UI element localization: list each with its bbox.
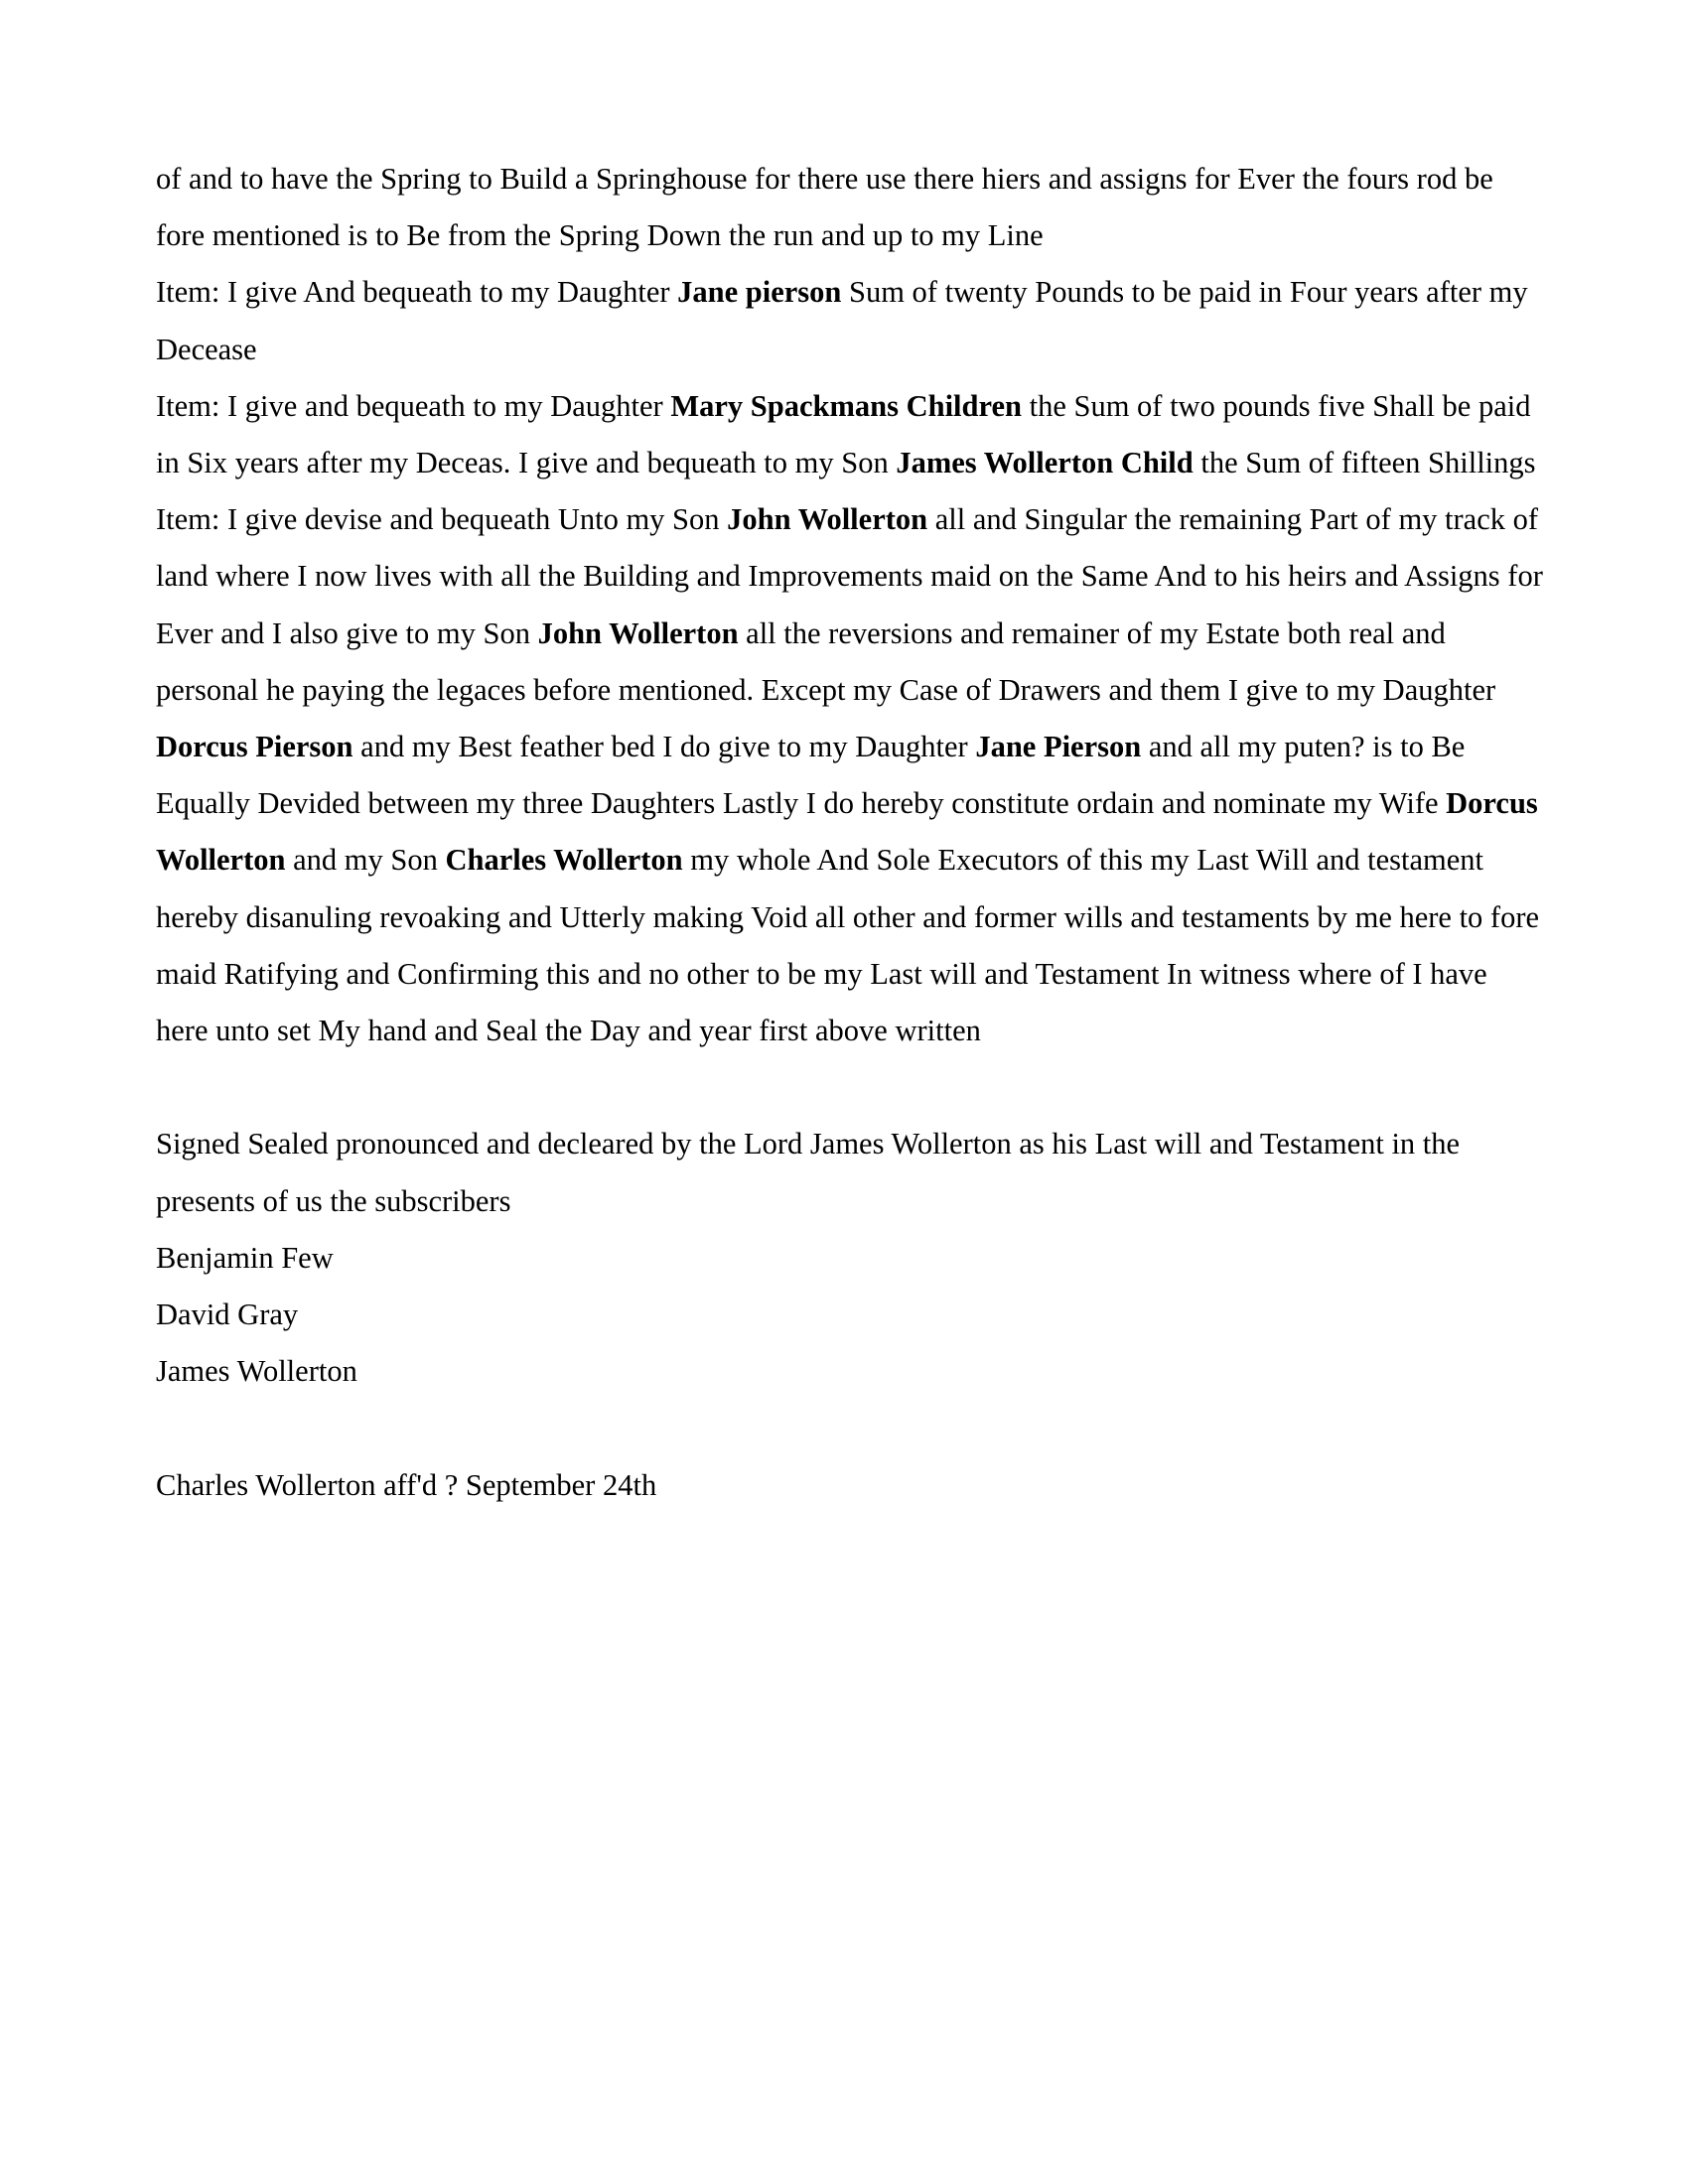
signatory-2: David Gray: [156, 1297, 299, 1332]
blank-line: [156, 1400, 1546, 1456]
text-run: Sum of twenty Pounds to be paid in Four years after my Decease: [156, 275, 1528, 366]
bold-name: Dorcus Wollerton: [156, 786, 1538, 878]
document-text: [156, 151, 1546, 1514]
attestation-clause: Signed Sealed pronounced and decleared by the Lord James Wollerton as his Last will and Testament in the presents of us the subscribers: [156, 1127, 1461, 1218]
blank-line: [156, 1059, 1546, 1116]
text-run: of and to have the Spring to Build a Springhouse for there use there hiers and assigns for Ever the fours rod be fore mentioned is to Be from the Spring Down the run and up to my Line: [156, 162, 1493, 253]
signatory-3: James Wollerton: [156, 1354, 357, 1389]
text-run: and all my puten? is to Be Equally Devided between my three Daughters Lastly I do hereby constitute ordain and nominate my Wife: [156, 730, 1466, 821]
text-run: all and Singular the remaining Part of my track of land where I now lives with all the Building and Improvements maid on the Same And to his heirs and Assigns for Ever and I also give to my Son: [156, 502, 1543, 650]
bold-name: Jane Pierson: [975, 730, 1142, 764]
text-run: the Sum of two pounds five Shall be paid in Six years after my Deceas. I give and bequeath to my Son: [156, 388, 1531, 480]
will-paragraphs: [156, 151, 1546, 1059]
will-paragraph: [156, 491, 1546, 1059]
bold-name: Charles Wollerton: [445, 843, 683, 878]
text-run: all the reversions and remainer of my Estate both real and personal he paying the legaces before mentioned. Except my Case of Drawers and them I give to my Daughter: [156, 615, 1496, 707]
will-paragraph: [156, 264, 1546, 377]
text-run: Item: I give And bequeath to my Daughter: [156, 275, 678, 310]
bold-name: John Wollerton: [537, 615, 739, 650]
text-run: my whole And Sole Executors of this my Last Will and testament hereby disanuling revoaking and Utterly making Void all other and former wills and testaments by me here to fore maid Ratifying and Confirming this and no other to be my Last will and Testament In witness where of I have here unto set My hand and Seal the Day and year first above written: [156, 843, 1540, 1048]
will-paragraph: [156, 378, 1546, 491]
text-run: the Sum of fifteen Shillings: [1193, 446, 1536, 480]
bold-name: Jane pierson: [677, 275, 842, 310]
text-run: and my Best feather bed I do give to my Daughter: [352, 730, 976, 764]
will-paragraph: [156, 151, 1546, 264]
text-run: Item: I give and bequeath to my Daughter: [156, 388, 671, 423]
text-run: Item: I give devise and bequeath Unto my Son: [156, 502, 728, 537]
bold-name: Dorcus Pierson: [156, 730, 353, 764]
bold-name: James Wollerton Child: [896, 446, 1194, 480]
bold-name: John Wollerton: [727, 502, 928, 537]
affirmation-note: Charles Wollerton aff'd ? September 24th: [156, 1467, 657, 1502]
text-run: and my Son: [285, 843, 446, 878]
bold-name: Mary Spackmans Children: [670, 388, 1022, 423]
signatory-1: Benjamin Few: [156, 1240, 334, 1275]
